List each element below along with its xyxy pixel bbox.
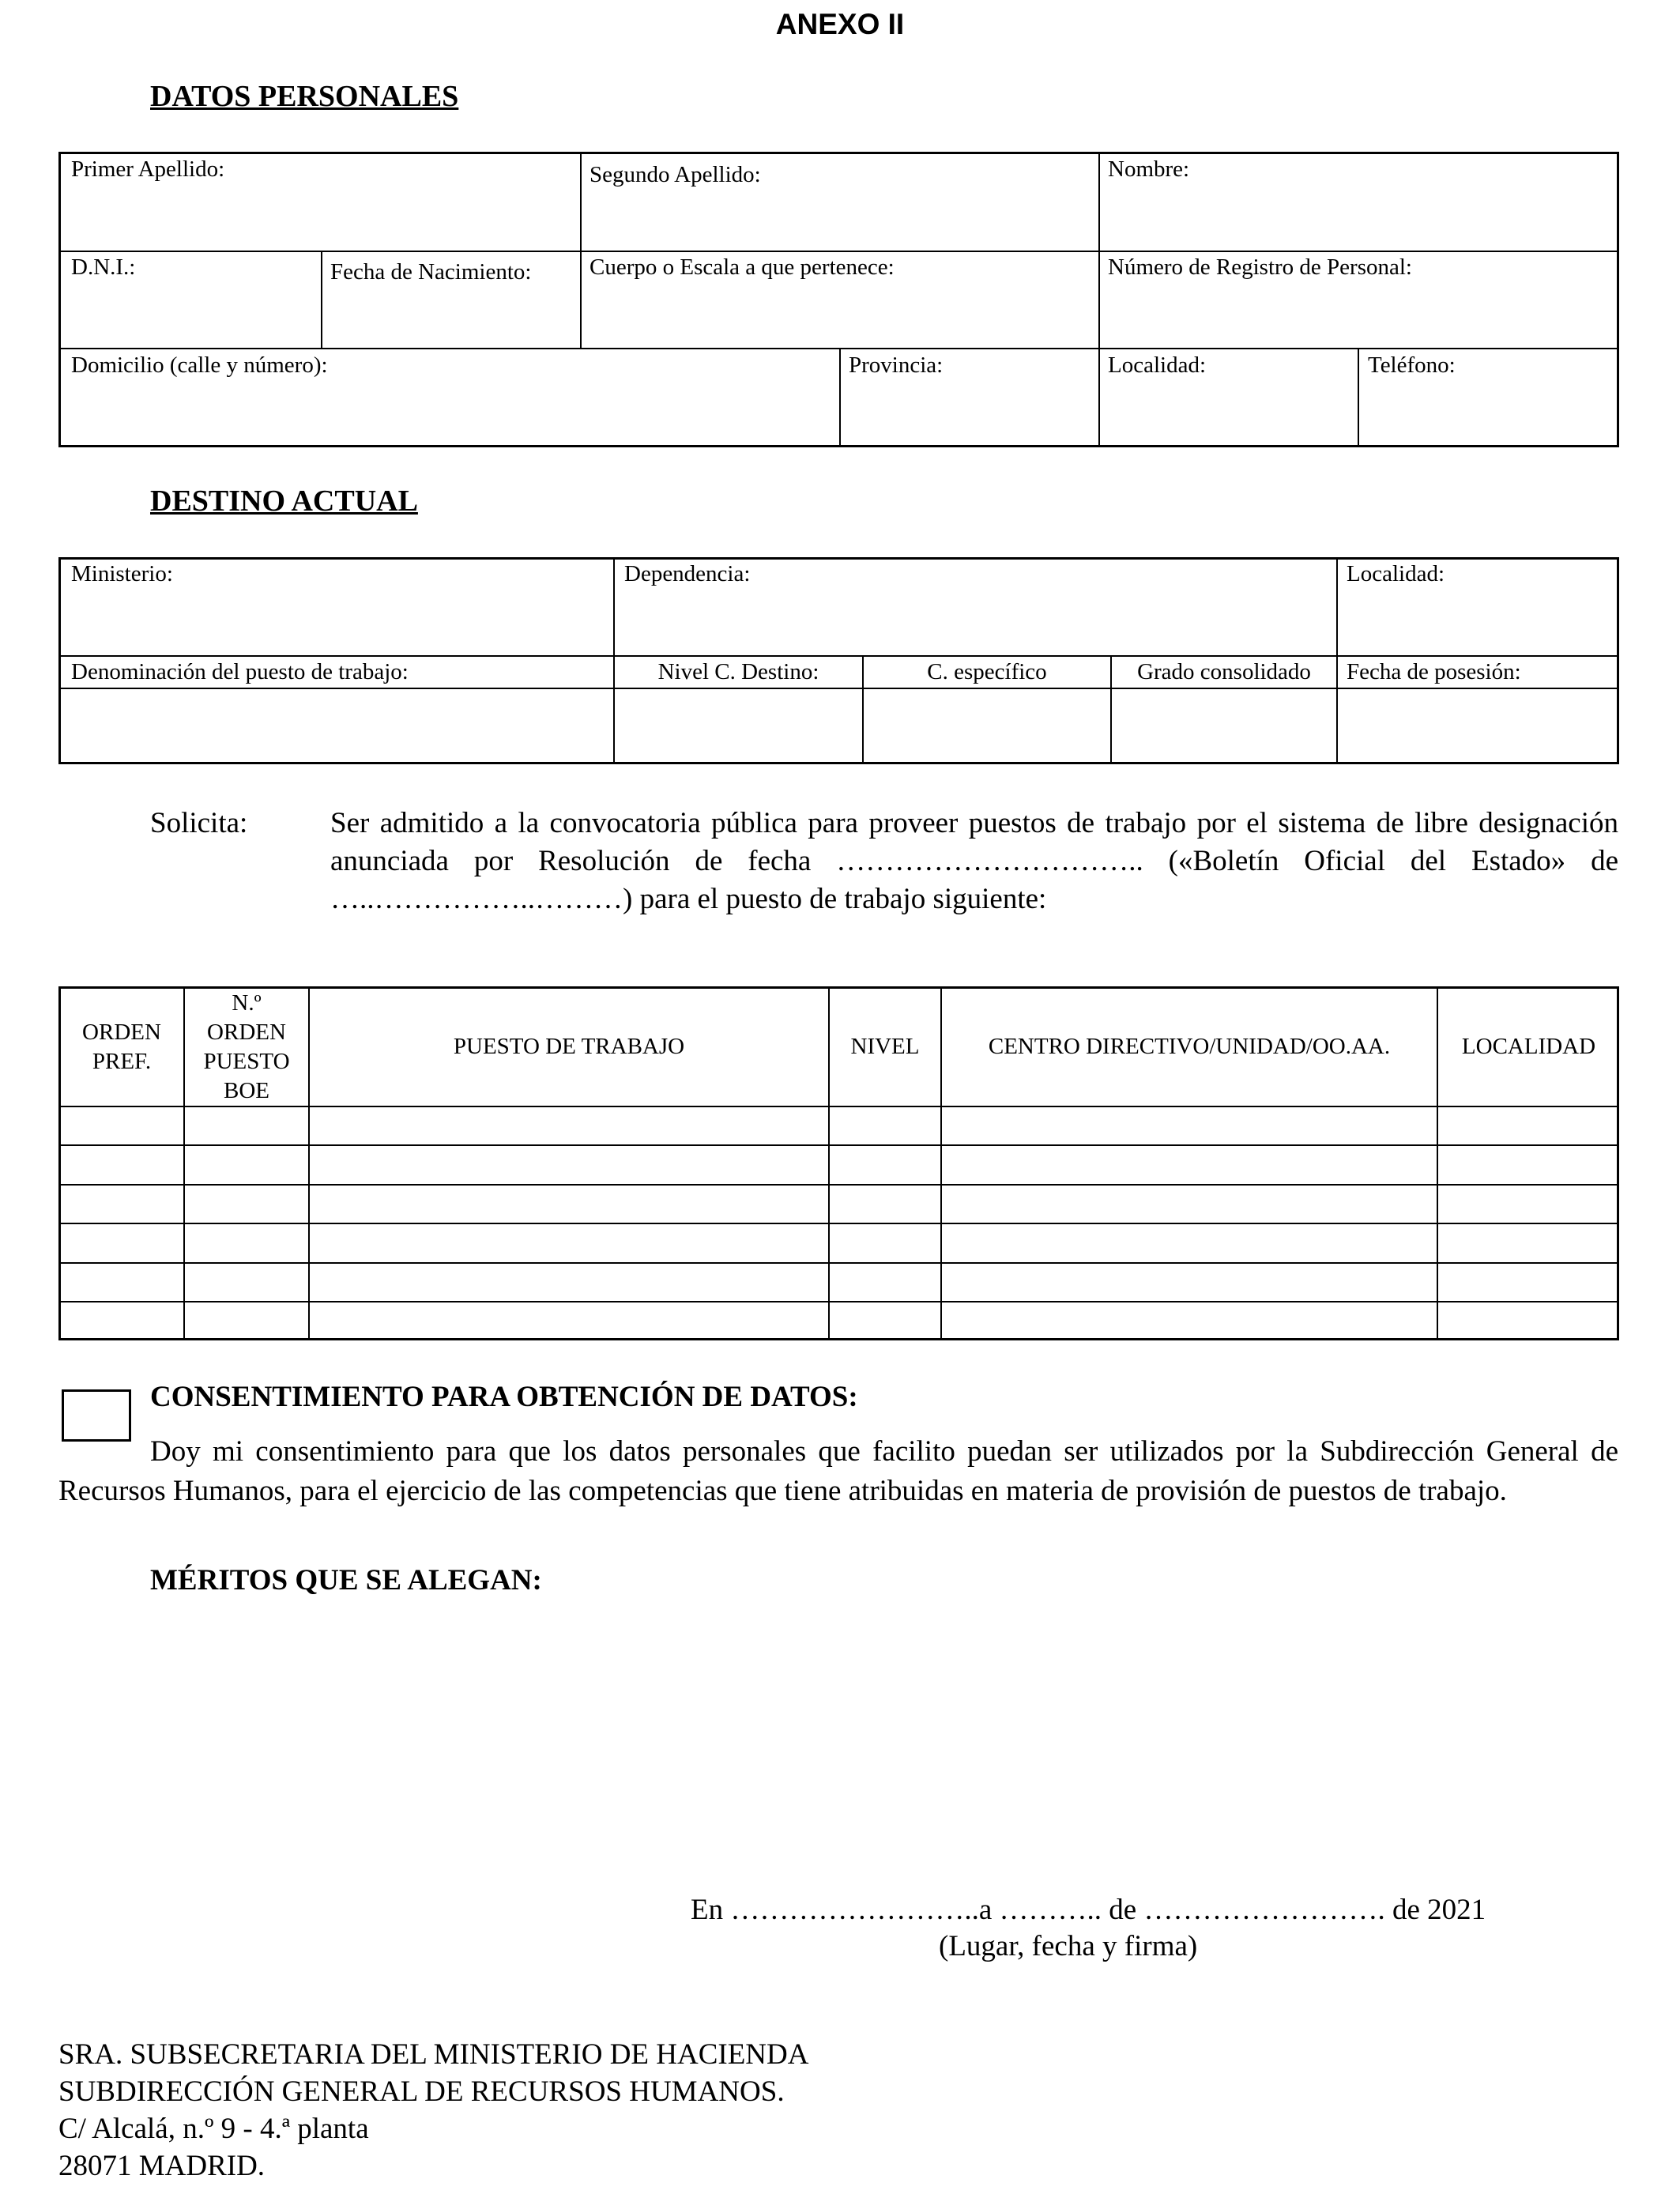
table-row	[58, 1144, 1619, 1146]
row-divider	[58, 251, 1619, 252]
place-date-hint: (Lugar, fecha y firma)	[939, 1930, 1198, 1962]
column-divider	[839, 348, 841, 447]
cuerpo-escala-label: Cuerpo o Escala a que pertenece:	[590, 254, 895, 280]
header-orden-pref	[60, 988, 183, 1106]
provincia-label: Provincia:	[849, 352, 944, 378]
grado-consolidado-label: Grado consolidado	[1137, 659, 1311, 684]
row-divider	[58, 688, 1619, 689]
table-row	[58, 1184, 1619, 1186]
dni-label: D.N.I.:	[71, 254, 136, 280]
header-puesto: PUESTO DE TRABAJO	[453, 1034, 685, 1059]
header-row-divider	[58, 1106, 1619, 1107]
nivel-destino-label: Nivel C. Destino:	[657, 659, 819, 684]
primer-apellido-label: Primer Apellido:	[71, 156, 225, 182]
table-row	[58, 1223, 1619, 1224]
column-divider	[580, 152, 582, 348]
telefono-label: Teléfono:	[1368, 352, 1456, 378]
address-line-3: C/ Alcalá, n.º 9 - 4.ª planta	[58, 2113, 369, 2145]
consent-body: Doy mi consentimiento para que los datos personales que facilito puedan ser utilizados por la Subdirección General de Recursos Humanos, para el ejercicio de las competencias que tiene atribuidas en materia de provisión de puestos de trabajo.	[58, 1435, 1618, 1507]
current-post-heading: DESTINO ACTUAL	[150, 484, 418, 518]
row-divider	[58, 655, 1619, 657]
address-line-4: 28071 MADRID.	[58, 2150, 266, 2182]
solicita-text: Ser admitido a la convocatoria pública para proveer puestos de trabajo por el sistema de libre designación anunciada por Resolución de fecha ………………………….. («Boletín Oficial del Estado» de …..……………..………) para el puesto de trabajo siguiente:	[330, 807, 1618, 915]
personal-data-heading: DATOS PERSONALES	[150, 80, 459, 113]
nombre-label: Nombre:	[1108, 156, 1190, 182]
header-orden-pref-line2: PREF.	[92, 1048, 152, 1074]
solicita-label: Solicita:	[150, 807, 248, 839]
column-divider	[1098, 348, 1100, 447]
header-num-orden-line1: N.º	[232, 990, 262, 1016]
fecha-nacimiento-label: Fecha de Nacimiento:	[330, 259, 532, 285]
consent-title: CONSENTIMIENTO PARA OBTENCIÓN DE DATOS:	[150, 1381, 858, 1413]
header-centro: CENTRO DIRECTIVO/UNIDAD/OO.AA.	[988, 1034, 1391, 1059]
fecha-posesion-label: Fecha de posesión:	[1347, 659, 1521, 684]
merits-title: MÉRITOS QUE SE ALEGAN:	[150, 1564, 542, 1596]
header-orden-pref-line1: ORDEN	[82, 1019, 161, 1045]
address-line-1: SRA. SUBSECRETARIA DEL MINISTERIO DE HACIENDA	[58, 2038, 809, 2071]
destino-localidad-label: Localidad:	[1347, 561, 1445, 586]
domicilio-label: Domicilio (calle y número):	[71, 352, 328, 378]
table-row	[58, 1301, 1619, 1302]
table-row	[58, 1262, 1619, 1264]
header-num-orden	[185, 988, 308, 1106]
column-divider	[1336, 557, 1338, 764]
ministerio-label: Ministerio:	[71, 561, 173, 586]
c-especifico-label: C. específico	[927, 659, 1047, 684]
segundo-apellido-label: Segundo Apellido:	[590, 162, 761, 187]
header-num-orden-line4: BOE	[224, 1077, 269, 1103]
column-divider	[321, 251, 322, 348]
nrp-label: Número de Registro de Personal:	[1108, 254, 1412, 280]
column-divider	[1358, 348, 1359, 447]
denominacion-label: Denominación del puesto de trabajo:	[71, 659, 409, 684]
column-divider	[1098, 152, 1100, 348]
header-localidad: LOCALIDAD	[1461, 1034, 1596, 1059]
place-date-line: En ……………………..a ……….. de ……………………. de 2021	[691, 1894, 1486, 1926]
header-nivel: NIVEL	[850, 1034, 920, 1059]
localidad-label: Localidad:	[1108, 352, 1207, 378]
header-num-orden-line3: PUESTO	[203, 1048, 290, 1074]
annex-title: ANEXO II	[775, 8, 905, 40]
header-num-orden-line2: ORDEN	[207, 1019, 286, 1045]
dependencia-label: Dependencia:	[624, 561, 751, 586]
address-line-2: SUBDIRECCIÓN GENERAL DE RECURSOS HUMANOS.	[58, 2075, 785, 2108]
